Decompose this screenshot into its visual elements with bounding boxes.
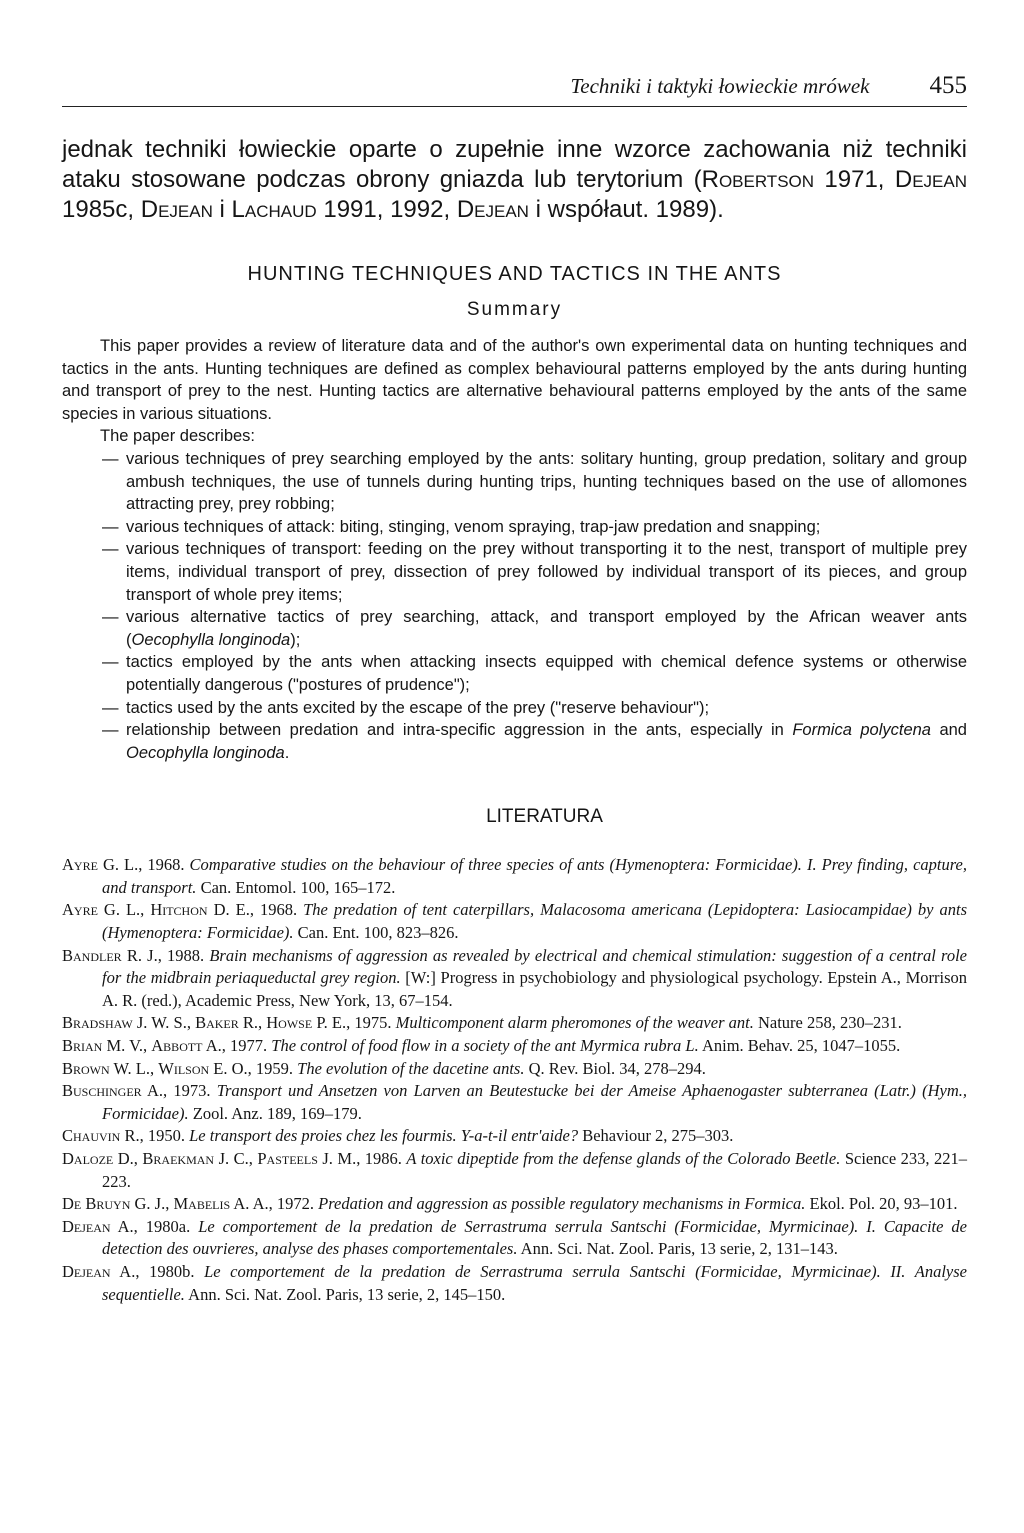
reference-source: Behaviour 2, 275–303. [578, 1126, 734, 1146]
reference-text: J. C., [214, 1149, 258, 1168]
reference-text: A., 1980a. [110, 1216, 199, 1236]
running-title: Techniki i taktyki łowieckie mrówek [570, 74, 870, 98]
reference-text: A., 1980b. [110, 1261, 205, 1281]
author-name: Hitchon [150, 900, 208, 920]
author-name: Dejean [894, 166, 967, 193]
reference-source: Nature 258, 230–231. [753, 1013, 902, 1033]
intro-text: i współaut. 1989). [528, 196, 724, 223]
author-name: Lachaud [231, 196, 317, 223]
intro-text: jednak techniki łowieckie oparte o zupełnie inne wzorce zachowania niż techniki ataku stosowane podczas obrony gniazda lub terytorium ( [62, 136, 967, 193]
list-item [62, 651, 967, 696]
reference-source: Can. Entomol. 100, 165–172. [196, 877, 396, 897]
list-item [62, 516, 967, 539]
list-item-text: various techniques of prey searching employed by the ants: solitary hunting, group predation, solitary and group ambush techniques, the use of tunnels during hunting trips, hunting techniques based on the use of allomones attracting prey, prey robbing; [126, 449, 967, 514]
list-item [62, 538, 967, 606]
reference-text: G. J., [130, 1194, 174, 1214]
reference-text: A., 1977. [202, 1036, 272, 1056]
author-name: Bradshaw [62, 1013, 133, 1033]
reference-title: Predation and aggression as possible regulatory mechanisms in Formica. [318, 1194, 806, 1214]
reference-source: Ann. Sci. Nat. Zool. Paris, 13 serie, 2, 145–150. [184, 1284, 506, 1304]
reference-entry [62, 854, 967, 899]
reference-title: Le comportement de la predation de Serrastruma serrula Santschi (Formicidae, Myrmicinae). I. Capacite de detection des ouvrieres, analyse des phases comportementales. [102, 1216, 967, 1259]
reference-title: Le comportement de la predation de Serrastruma serrula Santschi (Formicidae, Myrmicinae). II. Analyse sequentielle. [102, 1261, 967, 1304]
reference-text: R. J., 1988. [121, 945, 210, 965]
author-name: Dejean [62, 1261, 111, 1281]
author-name: Brian [62, 1036, 103, 1056]
dash: — [102, 517, 119, 536]
reference-source: [W:] Progress in psychobiology and physiological psychology. Epstein A., Morrison A. R. (red.), Academic Press, New York, 13, 67–154. [102, 968, 967, 1010]
author-name: De Bruyn [62, 1194, 131, 1214]
reference-source: Can. Ent. 100, 823–826. [293, 923, 459, 943]
reference-text: D. E., 1968. [207, 900, 304, 920]
species-name: Oecophylla longinoda [131, 630, 291, 649]
reference-text: J. M., 1986. [317, 1149, 407, 1168]
summary-describes: The paper describes: [100, 427, 256, 446]
author-name: Pasteels [257, 1149, 318, 1168]
author-name: Chauvin [62, 1126, 121, 1146]
reference-entry [62, 1012, 967, 1035]
reference-text: A. A., 1972. [230, 1194, 319, 1214]
author-name: Daloze [62, 1149, 114, 1168]
reference-entry [62, 899, 967, 944]
author-name: Robertson [701, 166, 815, 193]
reference-title: Le transport des proies chez les fourmis. Y-a-t-il entr'aide? [189, 1126, 579, 1146]
author-name: Dejean [140, 196, 213, 223]
species-name: Oecophylla longinoda [126, 743, 285, 762]
list-item-text: various alternative tactics of prey searching, attack, and transport employed by the African weaver ants ( [126, 608, 967, 649]
author-name: Mabelis [173, 1194, 231, 1214]
author-name: Bandler [62, 945, 122, 965]
author-name: Baker [195, 1013, 239, 1033]
reference-title: The predation of tent caterpillars, Malacosoma americana (Lepidoptera: Lasiocampidae) by ants (Hymenoptera: Formicidae). [102, 900, 967, 943]
author-name: Abbott [151, 1036, 203, 1056]
intro-text: 1971, [814, 166, 895, 193]
author-name: Brown [62, 1058, 110, 1078]
dash: — [102, 698, 119, 717]
reference-entry [62, 1148, 967, 1193]
intro-text: i [212, 196, 232, 223]
intro-text: 1991, 1992, [316, 196, 457, 223]
summary-subtitle: Summary [466, 299, 563, 320]
author-name: Ayre [62, 855, 98, 875]
reference-list [62, 854, 967, 1306]
reference-source: Zool. Anz. 189, 169–179. [188, 1103, 362, 1123]
reference-title: Comparative studies on the behaviour of three species of ants (Hymenoptera: Formicidae). I. Prey finding, capture, and transport. [102, 855, 967, 897]
reference-source: Q. Rev. Biol. 34, 278–294. [524, 1058, 706, 1078]
list-item-text: various techniques of transport: feeding on the prey without transporting it to the nest, transport of multiple prey items, individual transport of prey, dissection of prey followed by individual transport of its pieces, and group transport of whole prey items; [126, 540, 967, 604]
list-item-text: relationship between predation and intra-specific aggression in the ants, especially in [126, 721, 793, 740]
reference-text: P. E., 1975. [312, 1013, 396, 1033]
list-item-text: ); [290, 630, 301, 649]
author-name: Dejean [456, 196, 529, 223]
reference-title: The control of food flow in a society of the ant Myrmica rubra L. [271, 1036, 699, 1056]
reference-title: A toxic dipeptide from the defense glands of the Colorado Beetle. [406, 1149, 841, 1168]
list-item-text: . [284, 743, 290, 762]
page-number: 455 [929, 72, 967, 99]
reference-entry [62, 1261, 967, 1306]
summary-title: HUNTING TECHNIQUES AND TACTICS IN THE ANTS [247, 263, 782, 285]
reference-text: E. O., 1959. [209, 1058, 298, 1078]
reference-text: A., 1973. [141, 1081, 217, 1101]
reference-entry [62, 1216, 967, 1261]
reference-text: R., [238, 1013, 267, 1033]
reference-title: The evolution of the dacetine ants. [297, 1058, 525, 1078]
reference-text: W. L., [109, 1058, 159, 1078]
reference-source: Ekol. Pol. 20, 93–101. [805, 1194, 958, 1214]
reference-source: Ann. Sci. Nat. Zool. Paris, 13 serie, 2, 131–143. [517, 1239, 838, 1259]
reference-text: G. L., [97, 900, 151, 920]
reference-source: Science 233, 221–223. [102, 1149, 967, 1191]
dash: — [102, 449, 119, 468]
list-item [62, 606, 967, 651]
reference-text: G. L., 1968. [97, 855, 190, 875]
literature-heading: LITERATURA [486, 806, 603, 828]
reference-text: R., 1950. [120, 1126, 190, 1146]
summary-body [62, 335, 967, 764]
running-header [62, 72, 967, 107]
reference-title: Brain mechanisms of aggression as revealed by electrical and chemical stimulation: suggestion of a central role for the midbrain periaqueductal grey region. [102, 945, 967, 988]
list-item-text: tactics used by the ants excited by the escape of the prey ("reserve behaviour"); [126, 698, 710, 717]
list-item [62, 448, 967, 516]
author-name: Ayre [62, 900, 98, 920]
summary-paragraph: This paper provides a review of literature data and of the author's own experimental data on hunting techniques and tactics in the ants. Hunting techniques are defined as complex behavioural patterns employed by the ants during hunting and transport of prey to the nest. Hunting tactics are alternative behavioural patterns employed by the ants of the same species in various situations. [62, 337, 967, 423]
reference-title: Transport und Ansetzen von Larven an Beutestucke bei der Ameise Aphaenogaster subterranea (Latr.) (Hym., Formicidae). [102, 1081, 967, 1123]
intro-paragraph [62, 135, 967, 225]
reference-entry [62, 1035, 967, 1058]
species-name: Formica polyctena [792, 721, 931, 740]
reference-text: M. V., [102, 1036, 152, 1056]
summary-list [62, 448, 967, 764]
author-name: Dejean [62, 1216, 111, 1236]
dash: — [102, 653, 119, 672]
author-name: Howse [266, 1013, 313, 1033]
author-name: Wilson [158, 1058, 210, 1078]
list-item [62, 719, 967, 764]
intro-text: 1985c, [62, 196, 141, 223]
reference-entry [62, 1125, 967, 1148]
reference-text: D., [113, 1149, 143, 1168]
reference-text: J. W. S., [132, 1013, 196, 1033]
dash: — [102, 540, 119, 559]
list-item-text: and [931, 721, 967, 740]
reference-source: Anim. Behav. 25, 1047–1055. [698, 1036, 901, 1056]
list-item-text: tactics employed by the ants when attacking insects equipped with chemical defence systems or otherwise potentially dangerous ("postures of prudence"); [126, 653, 967, 694]
reference-entry [62, 945, 967, 1013]
reference-entry [62, 1193, 967, 1216]
document-page [62, 72, 967, 1306]
author-name: Buschinger [62, 1081, 142, 1101]
dash: — [102, 721, 119, 740]
list-item [62, 697, 967, 720]
reference-title: Multicomponent alarm pheromones of the weaver ant. [395, 1013, 754, 1033]
list-item-text: various techniques of attack: biting, stinging, venom spraying, trap-jaw predation and snapping; [126, 517, 821, 536]
dash: — [102, 608, 119, 627]
reference-entry [62, 1080, 967, 1125]
reference-entry [62, 1058, 967, 1081]
author-name: Braekman [142, 1149, 215, 1168]
